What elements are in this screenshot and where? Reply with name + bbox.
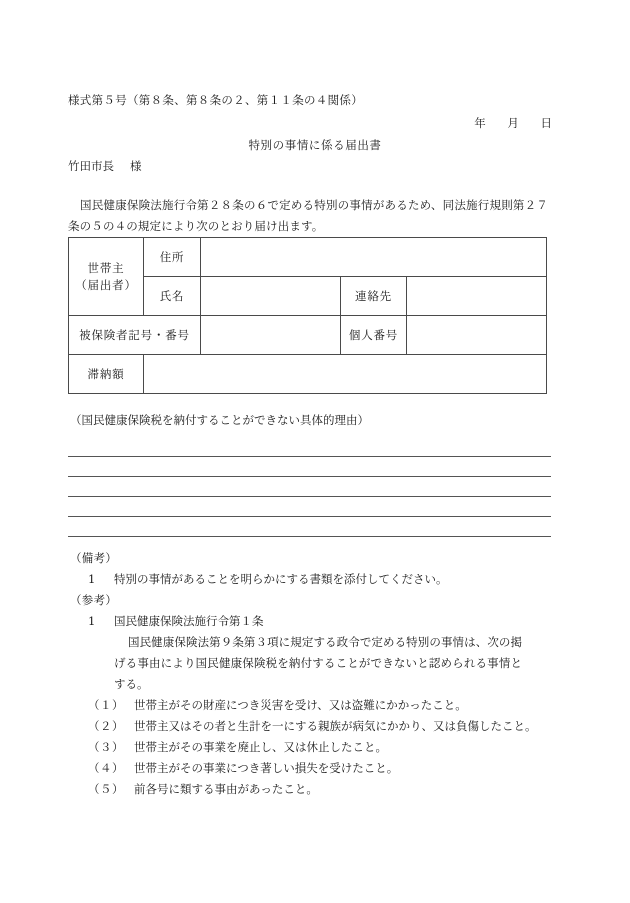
remarks-item <box>70 569 570 590</box>
list-item-number: （５） <box>88 782 124 796</box>
contact-label: 連絡先 <box>341 277 407 316</box>
reference-item-number: 1 <box>88 614 96 628</box>
remarks-item-number: 1 <box>88 572 96 586</box>
reason-write-lines[interactable] <box>68 437 551 537</box>
name-label: 氏名 <box>144 277 201 316</box>
date-month-label: 月 <box>507 116 519 130</box>
address-value[interactable] <box>201 238 547 277</box>
list-item <box>70 695 570 716</box>
addressee-honorific: 様 <box>130 159 142 173</box>
table-row-insured-number <box>69 316 547 355</box>
householder-label-cell <box>69 238 144 316</box>
name-value[interactable] <box>201 277 341 316</box>
addressee-name: 竹田市長 <box>68 159 114 173</box>
document-title: 特別の事情に係る届出書 <box>248 138 382 152</box>
table-row-arrears <box>69 355 547 394</box>
insured-number-label: 被保険者記号・番号 <box>69 316 201 355</box>
form-number: 様式第５号（第８条、第８条の２、第１１条の４関係） <box>68 93 363 107</box>
write-line[interactable] <box>68 497 551 517</box>
list-item-text: 世帯主がその財産につき災害を受け、又は盗難にかかったこと。 <box>134 698 467 712</box>
remarks-heading: （備考） <box>70 551 118 565</box>
write-line[interactable] <box>68 477 551 497</box>
list-item-text: 前各号に類する事由があったこと。 <box>134 782 318 796</box>
list-item-number: （３） <box>88 740 124 754</box>
remarks-item-text: 特別の事情があることを明らかにする書類を添付してください。 <box>114 572 448 586</box>
list-item-text: 世帯主がその事業を廃止し、又は休止したこと。 <box>134 740 387 754</box>
list-item-text: 世帯主がその事業につき著しい損失を受けたこと。 <box>134 761 399 775</box>
list-item-number: （２） <box>88 719 124 733</box>
date-day-label: 日 <box>540 116 552 130</box>
write-line[interactable] <box>68 437 551 457</box>
date-year-label: 年 <box>474 116 486 130</box>
personal-number-value[interactable] <box>407 316 547 355</box>
applicant-info-table <box>68 237 547 394</box>
contact-value[interactable] <box>407 277 547 316</box>
list-item-number: （４） <box>88 761 124 775</box>
arrears-value[interactable] <box>144 355 547 394</box>
reference-heading: （参考） <box>70 593 118 607</box>
reference-item <box>70 611 570 632</box>
write-line[interactable] <box>68 457 551 477</box>
address-label: 住所 <box>144 238 201 277</box>
notes-section <box>70 548 570 800</box>
lead-paragraph: 国民健康保険法施行令第２８条の６で定める特別の事情があるため、同法施行規則第２７条の５の４の規定により次のとおり届け出ます。 <box>68 198 548 233</box>
date-line <box>474 115 552 131</box>
addressee-line <box>68 158 142 174</box>
reference-item-text: 国民健康保険法施行令第１条 <box>114 614 264 628</box>
list-item <box>70 779 570 800</box>
personal-number-label: 個人番号 <box>341 316 407 355</box>
list-item <box>70 716 570 737</box>
insured-number-value[interactable] <box>201 316 341 355</box>
householder-label: 世帯主 <box>87 260 125 275</box>
list-item-number: （１） <box>88 698 124 712</box>
reference-list <box>70 695 570 800</box>
list-item <box>70 758 570 779</box>
list-item-text: 世帯主又はその者と生計を一にする親族が病気にかかり、又は負傷したこと。 <box>134 719 537 733</box>
reason-section-title: （国民健康保険税を納付することができない具体的理由） <box>70 413 369 427</box>
arrears-label: 滞納額 <box>69 355 144 394</box>
reference-body-text: 国民健康保険法第９条第３項に規定する政令で定める特別の事情は、次の掲げる事由により国民健康保険税を納付することができないと認められる事情とする。 <box>114 635 522 691</box>
table-row-address <box>69 238 547 277</box>
write-line[interactable] <box>68 517 551 537</box>
householder-sublabel: （届出者） <box>75 277 137 292</box>
list-item <box>70 737 570 758</box>
